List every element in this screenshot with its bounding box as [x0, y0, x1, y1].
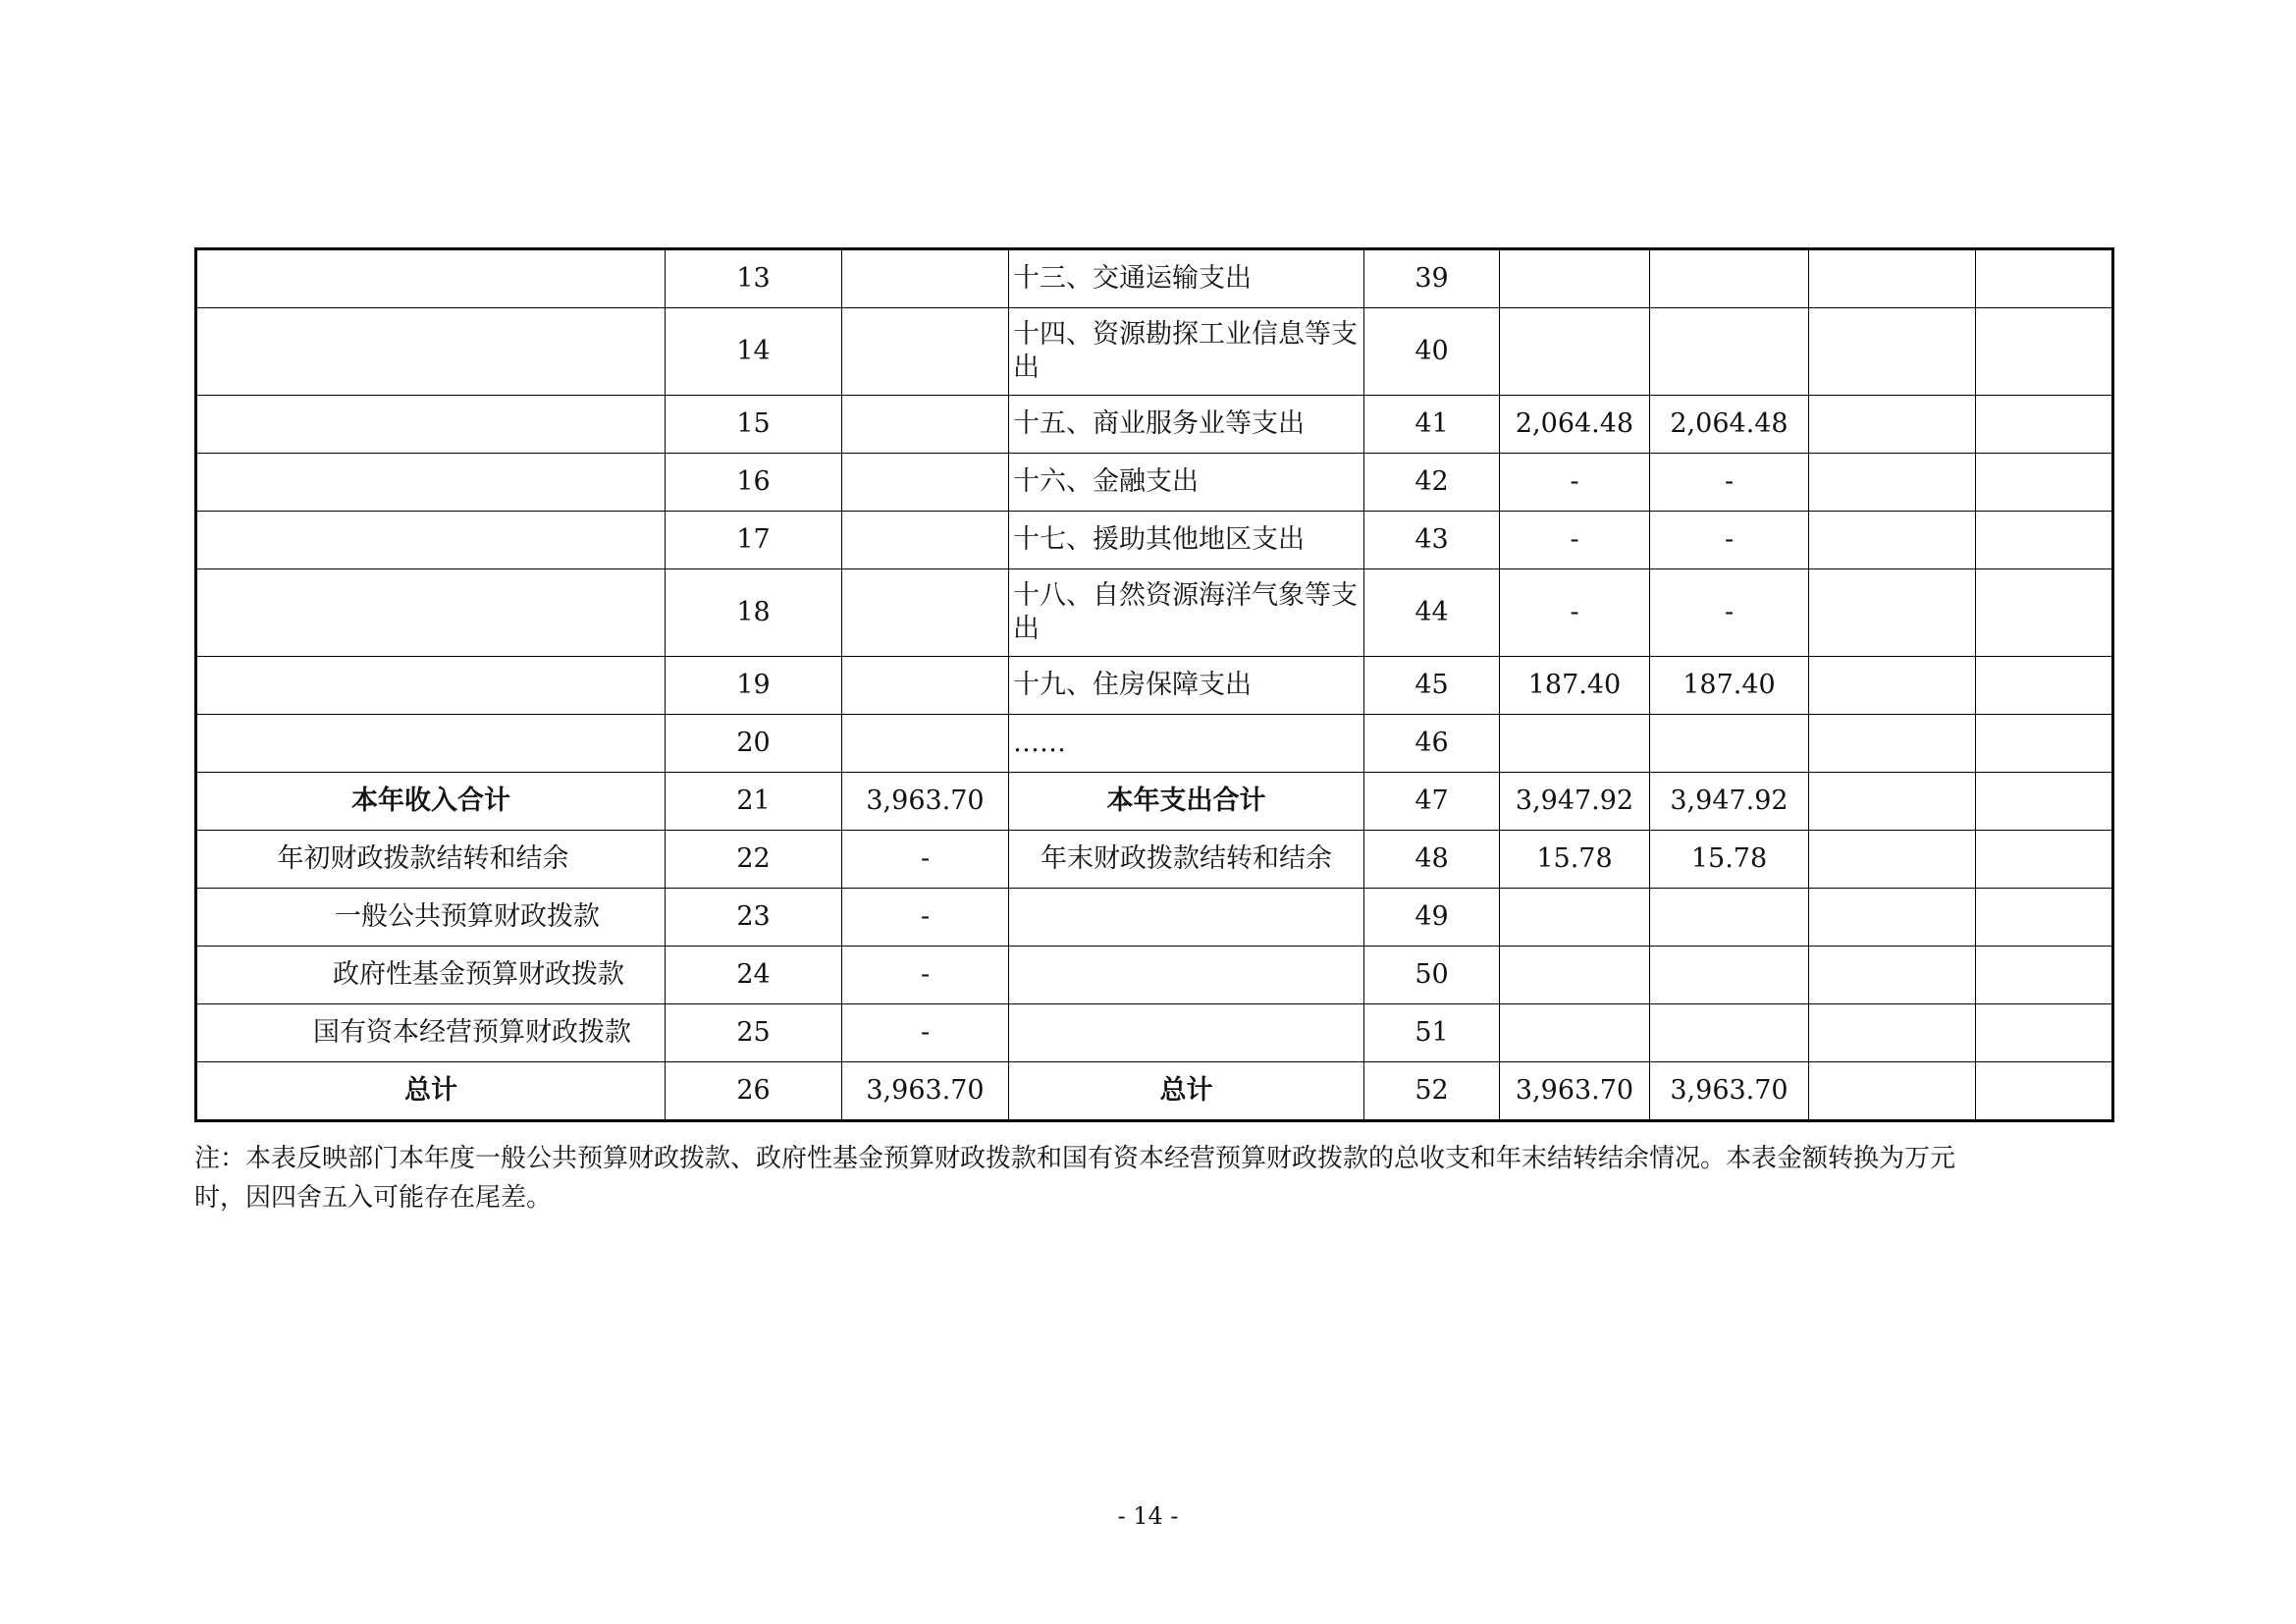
- expense-total-cell: [1500, 249, 1650, 308]
- expense-state-capital-cell: [1976, 773, 2113, 831]
- expense-item-cell: 十八、自然资源海洋气象等支出: [1009, 569, 1364, 657]
- income-item-cell: [196, 308, 666, 396]
- income-line-number: 20: [666, 715, 842, 773]
- expense-government-fund-cell: [1809, 569, 1976, 657]
- expense-total-cell: [1500, 1004, 1650, 1062]
- expense-government-fund-cell: [1809, 889, 1976, 947]
- expense-government-fund-cell: [1809, 1062, 1976, 1121]
- expense-line-number: 40: [1364, 308, 1500, 396]
- expense-state-capital-cell: [1976, 831, 2113, 889]
- expense-state-capital-cell: [1976, 889, 2113, 947]
- table-row: [196, 947, 2113, 1004]
- income-amount-cell: [842, 512, 1009, 569]
- income-amount-cell: [842, 657, 1009, 715]
- expense-state-capital-cell: [1976, 1004, 2113, 1062]
- expense-general-budget-cell: 187.40: [1650, 657, 1809, 715]
- table-row: [196, 715, 2113, 773]
- expense-item-cell: 十六、金融支出: [1009, 454, 1364, 512]
- income-amount-cell: [842, 249, 1009, 308]
- income-item-cell: 国有资本经营预算财政拨款: [196, 1004, 666, 1062]
- income-amount-cell: -: [842, 889, 1009, 947]
- table-row: [196, 512, 2113, 569]
- expense-line-number: 52: [1364, 1062, 1500, 1121]
- income-line-number: 26: [666, 1062, 842, 1121]
- expense-state-capital-cell: [1976, 657, 2113, 715]
- expense-item-cell: [1009, 947, 1364, 1004]
- income-amount-cell: [842, 569, 1009, 657]
- expense-total-cell: -: [1500, 512, 1650, 569]
- expense-total-cell: 2,064.48: [1500, 396, 1650, 454]
- expense-item-cell: ……: [1009, 715, 1364, 773]
- expense-item-cell: 十五、商业服务业等支出: [1009, 396, 1364, 454]
- table-row: [196, 249, 2113, 308]
- expense-general-budget-cell: 3,963.70: [1650, 1062, 1809, 1121]
- page-number: - 14 -: [1117, 1502, 1179, 1530]
- income-line-number: 15: [666, 396, 842, 454]
- expense-total-cell: 187.40: [1500, 657, 1650, 715]
- expense-line-number: 42: [1364, 454, 1500, 512]
- table-row-carryover: [196, 831, 2113, 889]
- expense-government-fund-cell: [1809, 947, 1976, 1004]
- expense-total-cell: 3,963.70: [1500, 1062, 1650, 1121]
- expense-general-budget-cell: [1650, 947, 1809, 1004]
- income-item-cell: 一般公共预算财政拨款: [196, 889, 666, 947]
- expense-total-cell: [1500, 947, 1650, 1004]
- income-item-cell: [196, 249, 666, 308]
- income-amount-cell: [842, 396, 1009, 454]
- expense-government-fund-cell: [1809, 308, 1976, 396]
- income-line-number: 21: [666, 773, 842, 831]
- income-line-number: 18: [666, 569, 842, 657]
- expense-state-capital-cell: [1976, 512, 2113, 569]
- income-item-cell: [196, 657, 666, 715]
- expense-government-fund-cell: [1809, 715, 1976, 773]
- fiscal-appropriation-table-container: [194, 247, 2111, 1122]
- expense-state-capital-cell: [1976, 1062, 2113, 1121]
- expense-state-capital-cell: [1976, 569, 2113, 657]
- income-item-cell: 政府性基金预算财政拨款: [196, 947, 666, 1004]
- expense-line-number: 51: [1364, 1004, 1500, 1062]
- expense-state-capital-cell: [1976, 396, 2113, 454]
- expense-general-budget-cell: -: [1650, 569, 1809, 657]
- income-line-number: 17: [666, 512, 842, 569]
- expense-total-cell: -: [1500, 569, 1650, 657]
- expense-government-fund-cell: [1809, 249, 1976, 308]
- expense-carryover-label: 年末财政拨款结转和结余: [1009, 831, 1364, 889]
- expense-item-cell: 十九、住房保障支出: [1009, 657, 1364, 715]
- table-row: [196, 454, 2113, 512]
- expense-general-budget-cell: [1650, 308, 1809, 396]
- expense-line-number: 49: [1364, 889, 1500, 947]
- expense-general-budget-cell: [1650, 1004, 1809, 1062]
- expense-state-capital-cell: [1976, 454, 2113, 512]
- income-item-cell: [196, 396, 666, 454]
- income-amount-cell: 3,963.70: [842, 773, 1009, 831]
- expense-line-number: 41: [1364, 396, 1500, 454]
- expense-government-fund-cell: [1809, 396, 1976, 454]
- expense-line-number: 46: [1364, 715, 1500, 773]
- table-footnote: 注：本表反映部门本年度一般公共预算财政拨款、政府性基金预算财政拨款和国有资本经营预算财政拨款的总收支和年末结转结余情况。本表金额转换为万元时，因四舍五入可能存在尾差。: [194, 1144, 1956, 1213]
- income-amount-cell: -: [842, 947, 1009, 1004]
- expense-line-number: 50: [1364, 947, 1500, 1004]
- income-item-cell: [196, 715, 666, 773]
- expense-state-capital-cell: [1976, 947, 2113, 1004]
- expense-item-cell: [1009, 1004, 1364, 1062]
- expense-item-cell: 十四、资源勘探工业信息等支出: [1009, 308, 1364, 396]
- expense-state-capital-cell: [1976, 715, 2113, 773]
- expense-line-number: 48: [1364, 831, 1500, 889]
- expense-line-number: 43: [1364, 512, 1500, 569]
- income-line-number: 25: [666, 1004, 842, 1062]
- income-line-number: 24: [666, 947, 842, 1004]
- expense-total-cell: [1500, 308, 1650, 396]
- expense-general-budget-cell: 15.78: [1650, 831, 1809, 889]
- income-amount-cell: [842, 715, 1009, 773]
- expense-government-fund-cell: [1809, 512, 1976, 569]
- income-amount-cell: 3,963.70: [842, 1062, 1009, 1121]
- table-row: [196, 308, 2113, 396]
- income-carryover-label: 年初财政拨款结转和结余: [196, 831, 666, 889]
- expense-total-cell: [1500, 715, 1650, 773]
- expense-item-cell: 十三、交通运输支出: [1009, 249, 1364, 308]
- table-row: [196, 569, 2113, 657]
- expense-line-number: 47: [1364, 773, 1500, 831]
- income-line-number: 16: [666, 454, 842, 512]
- expense-government-fund-cell: [1809, 1004, 1976, 1062]
- expense-general-budget-cell: [1650, 889, 1809, 947]
- expense-total-cell: 15.78: [1500, 831, 1650, 889]
- income-amount-cell: [842, 454, 1009, 512]
- income-item-cell: [196, 512, 666, 569]
- expense-item-cell: [1009, 889, 1364, 947]
- table-row: [196, 657, 2113, 715]
- income-line-number: 14: [666, 308, 842, 396]
- expense-state-capital-cell: [1976, 249, 2113, 308]
- income-line-number: 13: [666, 249, 842, 308]
- income-amount-cell: [842, 308, 1009, 396]
- expense-general-budget-cell: -: [1650, 454, 1809, 512]
- expense-state-capital-cell: [1976, 308, 2113, 396]
- expense-general-budget-cell: 3,947.92: [1650, 773, 1809, 831]
- fiscal-appropriation-table: [194, 247, 2114, 1122]
- table-row: [196, 396, 2113, 454]
- expense-government-fund-cell: [1809, 454, 1976, 512]
- income-item-cell: [196, 454, 666, 512]
- table-row: [196, 889, 2113, 947]
- income-item-cell: [196, 569, 666, 657]
- income-grand-total-label: 总计: [196, 1062, 666, 1121]
- expense-general-budget-cell: [1650, 249, 1809, 308]
- expense-general-budget-cell: -: [1650, 512, 1809, 569]
- income-amount-cell: -: [842, 831, 1009, 889]
- table-row: [196, 1004, 2113, 1062]
- table-row-grand-total: [196, 1062, 2113, 1121]
- income-subtotal-label: 本年收入合计: [196, 773, 666, 831]
- expense-line-number: 39: [1364, 249, 1500, 308]
- income-line-number: 22: [666, 831, 842, 889]
- expense-total-cell: [1500, 889, 1650, 947]
- expense-total-cell: 3,947.92: [1500, 773, 1650, 831]
- income-line-number: 23: [666, 889, 842, 947]
- expense-general-budget-cell: [1650, 715, 1809, 773]
- expense-subtotal-label: 本年支出合计: [1009, 773, 1364, 831]
- table-row-income-subtotal: [196, 773, 2113, 831]
- expense-line-number: 44: [1364, 569, 1500, 657]
- expense-total-cell: -: [1500, 454, 1650, 512]
- expense-item-cell: 十七、援助其他地区支出: [1009, 512, 1364, 569]
- expense-grand-total-label: 总计: [1009, 1062, 1364, 1121]
- expense-government-fund-cell: [1809, 657, 1976, 715]
- expense-line-number: 45: [1364, 657, 1500, 715]
- income-amount-cell: -: [842, 1004, 1009, 1062]
- expense-general-budget-cell: 2,064.48: [1650, 396, 1809, 454]
- expense-government-fund-cell: [1809, 831, 1976, 889]
- expense-government-fund-cell: [1809, 773, 1976, 831]
- income-line-number: 19: [666, 657, 842, 715]
